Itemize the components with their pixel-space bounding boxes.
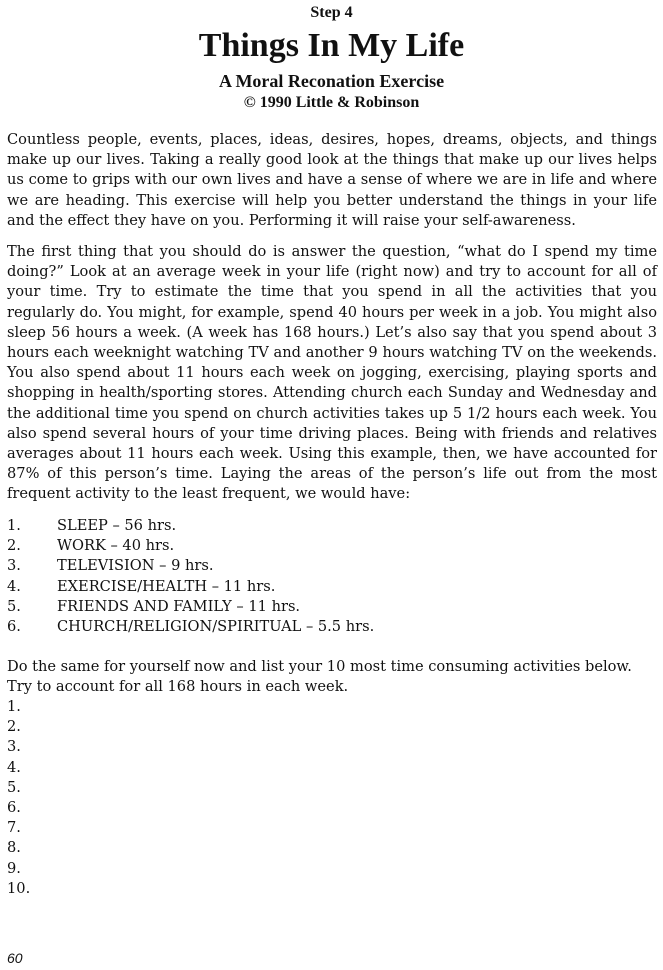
blank-activity-list [7, 697, 30, 899]
copyright-notice: © 1990 Little & Robinson [243, 94, 420, 111]
page-number: 60 [7, 950, 23, 966]
blank-list-item: 2. [7, 718, 21, 736]
blank-list-item: 8. [7, 839, 21, 857]
list-item [7, 536, 374, 556]
list-item [7, 597, 374, 617]
blank-list-item: 4. [7, 758, 21, 776]
blank-list-item: 7. [7, 819, 21, 837]
instruction-paragraph: Do the same for yourself now and list your 10 most time consuming activities below. Try to account for all 168 hours in each week. [7, 658, 632, 696]
list-item-text: TELEVISION – 9 hrs. [57, 557, 214, 575]
list-item [7, 516, 374, 536]
list-item-number: 6. [7, 618, 21, 636]
blank-list-item: 10. [7, 879, 31, 897]
intro-paragraph: Countless people, events, places, ideas, desires, hopes, dreams, objects, and things make up our lives. Taking a really good look at the things that make up our lives helps us come to grips with our own lives and have a sense of where we are in life and where we are heading. This exercise will help you better understand the things in your life and the effect they have on you. Performing it will raise your self-awareness. [7, 131, 657, 229]
blank-list-item: 6. [7, 799, 21, 817]
page-subtitle: A Moral Reconation Exercise [218, 71, 445, 91]
blank-list-item: 1. [7, 698, 21, 715]
example-paragraph: The first thing that you should do is answer the question, “what do I spend my time doing?” Look at an average week in your life (right now) and try to account for all of your time. Try to estimate the time that you spend in all the activities that you regularly do. You might, for example, spend 40 hours per week in a job. You might also sleep 56 hours a week. (A week has 168 hours.) Let’s also say that you spend about 3 hours each weeknight watching TV and another 9 hours watching TV on the weekends. You also spend about 11 hours each week on jogging, exercising, playing sports and shopping in health/sporting stores. Attending church each Sunday and Wednesday and the additional time you spend on church activities takes up 5 1/2 hours each week. You also spend several hours of your time driving places. Being with friends and relatives averages about 11 hours each week. Using this example, then, we have accounted for 87% of this person’s time. Laying the areas of the person’s life out from the most frequent activity to the least frequent, we would have: [7, 243, 657, 503]
list-item-text: EXERCISE/HEALTH – 11 hrs. [57, 577, 276, 595]
list-item [7, 556, 374, 576]
list-item-number: 1. [7, 517, 21, 534]
page-header [0, 3, 663, 113]
blank-list-item: 9. [7, 859, 21, 877]
list-item-text: CHURCH/RELIGION/SPIRITUAL – 5.5 hrs. [57, 618, 375, 636]
list-item-text: WORK – 40 hrs. [57, 537, 175, 555]
example-activity-list [7, 516, 374, 637]
list-item [7, 577, 374, 597]
list-item-number: 2. [7, 537, 21, 555]
blank-list-item: 5. [7, 778, 21, 796]
page-title: Things In My Life [198, 27, 465, 64]
blank-list-item: 3. [7, 738, 21, 756]
list-item [7, 617, 374, 637]
list-item-number: 4. [7, 577, 21, 595]
list-item-number: 5. [7, 597, 21, 615]
list-item-text: SLEEP – 56 hrs. [57, 517, 177, 534]
list-item-text: FRIENDS AND FAMILY – 11 hrs. [57, 597, 301, 615]
step-label: Step 4 [310, 4, 353, 21]
list-item-number: 3. [7, 557, 21, 575]
